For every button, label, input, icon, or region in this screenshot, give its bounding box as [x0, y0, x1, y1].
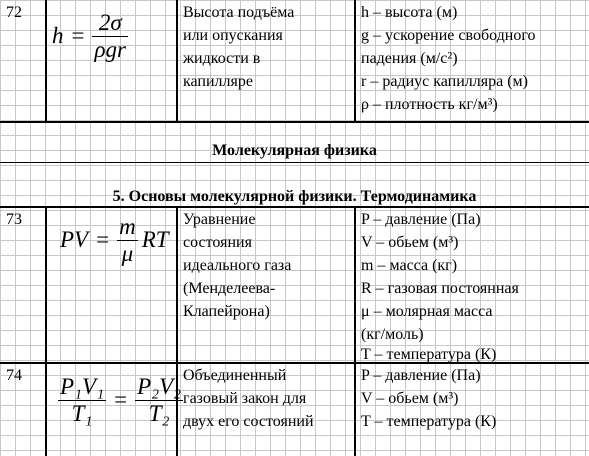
col-border-3b	[354, 206, 356, 456]
variable-line: падения (м/с²)	[361, 50, 458, 67]
description-line: идеального газа	[183, 257, 292, 274]
variable-line: T – температура (К)	[361, 413, 497, 430]
formula-numerator: 2σ	[98, 9, 122, 35]
formula-denominator: T₂	[135, 400, 183, 427]
col-border-3	[354, 0, 356, 121]
description-line: Клапейрона)	[183, 303, 270, 320]
col-border-2	[176, 0, 178, 121]
formula-numerator: P₁V₁	[60, 373, 105, 399]
formula-equals: =	[71, 23, 85, 48]
formula-combined-gas-law	[58, 368, 183, 432]
variable-line: (кг/моль)	[361, 326, 424, 343]
description-line: (Менделеева-	[183, 280, 276, 297]
formula-ideal-gas	[60, 210, 169, 270]
variable-line: ρ – плотность кг/м³)	[361, 96, 498, 113]
variable-line: m – масса (кг)	[361, 257, 458, 274]
formula-lhs: h	[52, 23, 64, 48]
description-line: жидкости в	[183, 50, 261, 67]
variable-line: R – газовая постоянная	[361, 280, 519, 297]
description-line: состояния	[183, 234, 252, 251]
variable-line: r – радиус капилляра (м)	[361, 73, 528, 90]
formula-denominator: μ	[117, 240, 138, 267]
formula-fraction-right	[135, 374, 183, 427]
variable-line: μ – молярная масса	[361, 303, 493, 320]
description-line: или опускания	[183, 27, 283, 44]
variable-line: V – обьем (м³)	[361, 234, 459, 251]
formula-fraction-left	[58, 374, 106, 427]
variable-line: P – давление (Па)	[361, 211, 481, 228]
row-72-bottom-border	[0, 121, 589, 123]
formula-numerator: P₂V₂	[137, 373, 182, 399]
description-line: Высота подъёма	[183, 4, 295, 21]
formula-rhs: RT	[141, 227, 169, 252]
formula-capillary	[52, 4, 128, 68]
row-number: 74	[6, 367, 22, 384]
section-heading: 5. Основы молекулярной физики. Термодинамика	[112, 188, 477, 205]
variable-line: P – давление (Па)	[361, 367, 481, 384]
chapter-heading: Молекулярная физика	[212, 142, 377, 159]
variable-line: g – ускорение свободного	[361, 27, 536, 44]
description-line: Уравнение	[183, 211, 256, 228]
formula-denominator: ρgr	[94, 36, 126, 62]
formula-fraction	[117, 214, 138, 267]
chapter-bottom-border	[0, 162, 589, 163]
row-number: 73	[6, 211, 22, 228]
variable-line: V – обьем (м³)	[361, 390, 459, 407]
col-border-1	[45, 0, 47, 121]
description-line: двух его состояний	[183, 413, 314, 430]
description-line: капилляре	[183, 73, 253, 90]
variable-line: h – высота (м)	[361, 4, 458, 21]
formula-equals: =	[114, 387, 128, 412]
formula-numerator: m	[119, 213, 136, 239]
variable-line: T – температура (К)	[361, 346, 497, 363]
row-number: 72	[6, 4, 22, 21]
formula-denominator: T₁	[58, 400, 106, 427]
formula-lhs: PV	[60, 227, 89, 252]
description-line: газовый закон для	[183, 390, 307, 407]
formula-equals: =	[96, 227, 110, 252]
description-line: Объединенный	[183, 367, 287, 384]
formula-fraction	[92, 10, 128, 63]
row-73-bottom-border	[0, 362, 589, 364]
col-border-1b	[45, 206, 47, 456]
